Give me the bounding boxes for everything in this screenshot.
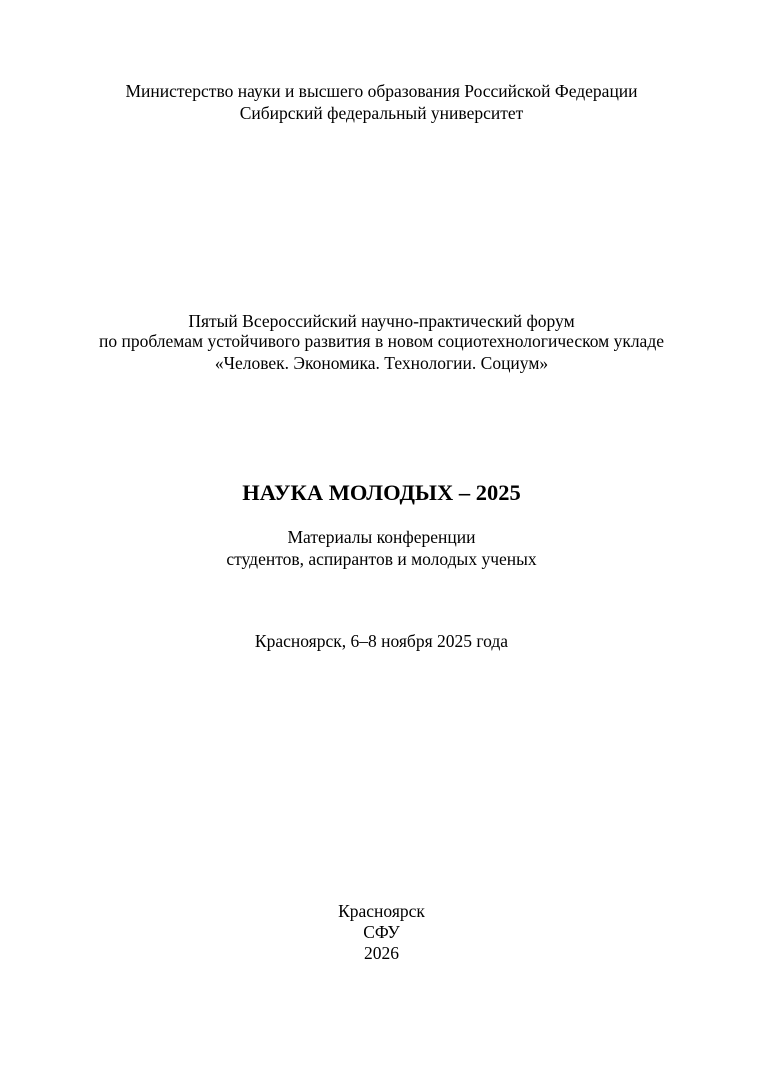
page-title: НАУКА МОЛОДЫХ – 2025 (242, 480, 521, 505)
university-name: Сибирский федеральный университет (239, 103, 524, 123)
publication-city: Красноярск (338, 901, 425, 921)
forum-line-3: «Человек. Экономика. Технологии. Социум» (214, 353, 549, 373)
place-and-date: Красноярск, 6–8 ноября 2025 года (254, 631, 509, 651)
subtitle-line-1: Материалы конференции (287, 527, 476, 547)
ministry-name: Министерство науки и высшего образования Российской Федерации (125, 81, 638, 101)
forum-line-2: по проблемам устойчивого развития в новом социотехнологическом укладе (98, 331, 665, 351)
subtitle-line-2: студентов, аспирантов и молодых ученых (226, 549, 537, 569)
publisher-name: СФУ (363, 922, 400, 942)
publication-year: 2026 (364, 943, 399, 963)
forum-line-1: Пятый Всероссийский научно-практический форум (188, 311, 575, 331)
